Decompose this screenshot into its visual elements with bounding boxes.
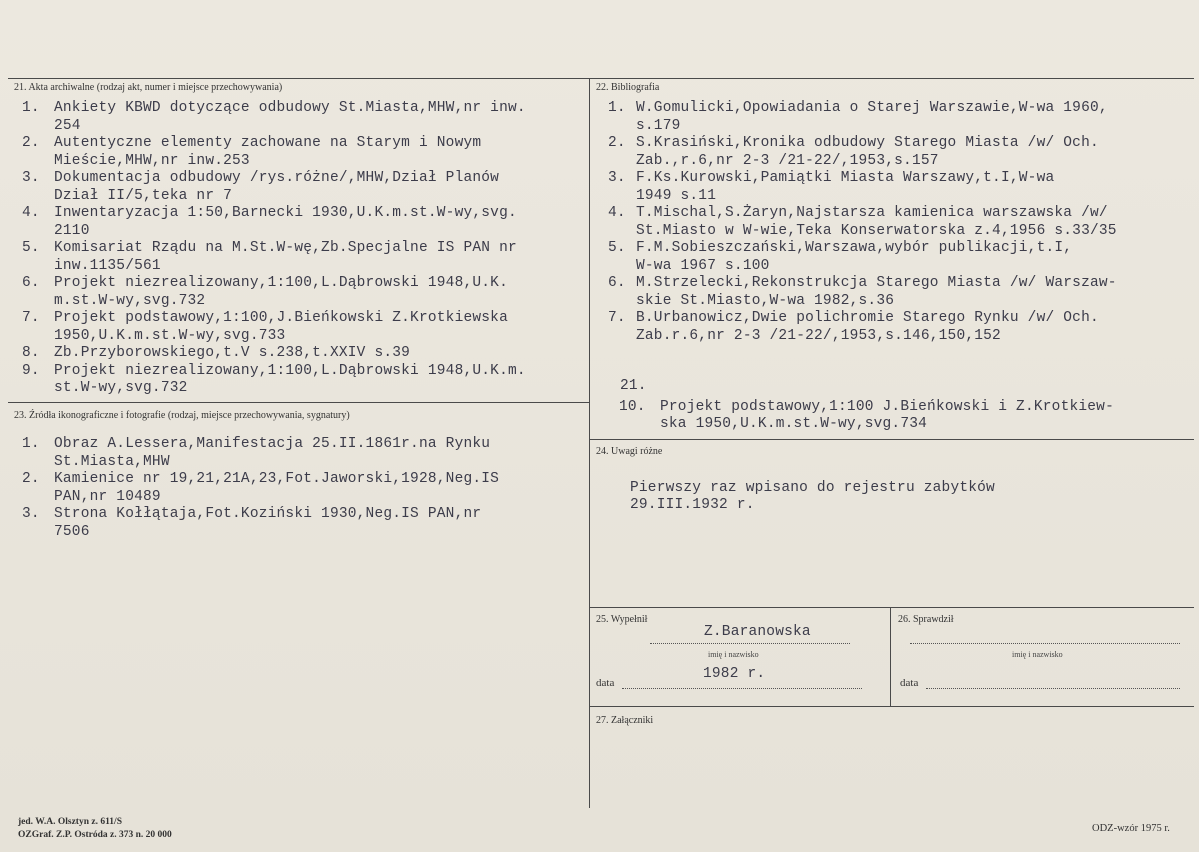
section-22-entry-4-number: 4.: [608, 205, 626, 221]
section-27-header: 27. Załączniki: [596, 715, 654, 726]
section-21-entry-2-line-2: Mieście,MHW,nr inw.253: [54, 152, 250, 169]
section-22-entry-2-line-1: S.Krasiński,Kronika odbudowy Starego Miasta /w/ Och.: [636, 135, 1099, 151]
section-23-entry-3-number: 3.: [22, 506, 40, 522]
section-24-header: 24. Uwagi różne: [596, 446, 663, 457]
checked-by-date-line: [926, 688, 1180, 689]
section-22-entry-7-number: 7.: [608, 310, 626, 326]
section-22-entry-6-line-1: M.Strzelecki,Rekonstrukcja Starego Miasta /w/ Warszaw-: [636, 275, 1117, 291]
section-21-entry-8-number: 8.: [22, 345, 40, 361]
filled-by-date-line: [622, 688, 862, 689]
section-21-entry-3-line-2: Dział II/5,teka nr 7: [54, 187, 233, 204]
section-22-continuation-line-1: Projekt podstawowy,1:100 J.Bieńkowski i Z.Krotkiew-: [660, 399, 1114, 415]
section-21-entry-9-line-2: st.W-wy,svg.732: [54, 380, 188, 396]
filled-by-name-line: [650, 643, 850, 644]
section-23-entry-1-line-2: St.Miasta,MHW: [54, 453, 170, 470]
section-21-header: 21. Akta archiwalne (rodzaj akt, numer i miejsce przechowywania): [14, 82, 283, 93]
section-22-entry-7-line-1: B.Urbanowicz,Dwie polichromie Starego Rynku /w/ Och.: [636, 310, 1099, 326]
section-22-entry-1-line-2: s.179: [636, 117, 681, 134]
section-23-entry-3-line-2: 7506: [54, 523, 90, 540]
section-21-entry-9-number: 9.: [22, 362, 40, 379]
filled-by-date: 1982 r.: [703, 666, 766, 682]
section-23-header: 23. Źródła ikonograficzne i fotografie (rodzaj, miejsce przechowywania, sygnatury): [14, 410, 350, 421]
section-21-entry-7-number: 7.: [22, 310, 40, 326]
section-21-entry-7-line-2: 1950,U.K.m.st.W-wy,svg.733: [54, 327, 286, 344]
section-23-entry-3-line-1: Strona Kołłątaja,Fot.Koziński 1930,Neg.IS PAN,nr: [54, 506, 482, 522]
section-22-entry-1-number: 1.: [608, 100, 626, 116]
section-22-entry-7-line-2: Zab.r.6,nr 2-3 /21-22/,1953,s.146,150,152: [636, 327, 1001, 344]
section-21-entry-4-line-1: Inwentaryzacja 1:50,Barnecki 1930,U.K.m.st.W-wy,svg.: [54, 205, 517, 221]
checked-by-name-line: [910, 643, 1180, 644]
section-23-entry-1-line-1: Obraz A.Lessera,Manifestacja 25.II.1861r.na Rynku: [54, 436, 491, 452]
footer-form-number: ODZ-wzór 1975 r.: [1092, 823, 1170, 834]
section-21-entry-6-line-2: m.st.W-wy,svg.732: [54, 292, 206, 309]
filled-by-date-label: data: [596, 677, 615, 689]
section-22-entry-5-line-2: W-wa 1967 s.100: [636, 257, 770, 274]
section-21-entry-8-line-1: Zb.Przyborowskiego,t.V s.238,t.XXIV s.39: [54, 345, 411, 361]
section-21-entry-1-line-1: Ankiety KBWD dotyczące odbudowy St.Miasta,MHW,nr inw.: [54, 100, 526, 116]
checked-by-name-caption: imię i nazwisko: [1012, 650, 1063, 659]
section-21-entry-5-line-2: inw.1135/561: [54, 257, 161, 274]
right-section27-divider: [589, 706, 1194, 707]
section-21-entry-3-line-1: Dokumentacja odbudowy /rys.różne/,MHW,Dział Planów: [54, 170, 500, 186]
section-23-entries: [0, 0, 589, 600]
section-26-header: 26. Sprawdził: [898, 614, 954, 625]
filled-by-name: Z.Baranowska: [704, 624, 811, 640]
section-21-entry-5-number: 5.: [22, 240, 40, 256]
section-22-entry-3-line-1: F.Ks.Kurowski,Pamiątki Miasta Warszawy,t.I,W-wa: [636, 170, 1055, 186]
section-21-entry-2-number: 2.: [22, 135, 40, 151]
section-22-entry-5-number: 5.: [608, 240, 626, 256]
section-22-entry-2-number: 2.: [608, 135, 626, 151]
section-21-entry-4-number: 4.: [22, 205, 40, 221]
section-23-entry-2-line-1: Kamienice nr 19,21,21A,23,Fot.Jaworski,1928,Neg.IS: [54, 471, 500, 487]
section-21-entry-7-line-1: Projekt podstawowy,1:100,J.Bieńkowski Z.Krotkiewska: [54, 310, 508, 326]
section-22-continuation-number: 10.: [619, 399, 646, 415]
section-21-entry-5-line-1: Komisariat Rządu na M.St.W-wę,Zb.Specjalne IS PAN nr: [54, 240, 517, 256]
section-21-entry-4-line-2: 2110: [54, 222, 90, 239]
section-22-entry-2-line-2: Zab.,r.6,nr 2-3 /21-22/,1953,s.157: [636, 152, 939, 169]
signature-divider: [890, 607, 891, 706]
section-21-entry-6-number: 6.: [22, 275, 40, 291]
section-21-entry-3-number: 3.: [22, 170, 40, 186]
section-22-entry-4-line-2: St.Miasto w W-wie,Teka Konserwatorska z.4,1956 s.33/35: [636, 222, 1117, 239]
section-22-continuation-line-2: ska 1950,U.K.m.st.W-wy,svg.734: [660, 416, 928, 432]
section-23-entry-2-number: 2.: [22, 471, 40, 487]
section-25-header: 25. Wypełnił: [596, 614, 648, 625]
section-24-remark-line-1: Pierwszy raz wpisano do rejestru zabytków: [630, 480, 995, 496]
section-23-entry-2-line-2: PAN,nr 10489: [54, 488, 161, 505]
section-22-entry-4-line-1: T.Mischal,S.Żaryn,Najstarsza kamienica warszawska /w/: [636, 205, 1108, 221]
section-21-entry-6-line-1: Projekt niezrealizowany,1:100,L.Dąbrowski 1948,U.K.: [54, 275, 508, 291]
section-21-entry-2-line-1: Autentyczne elementy zachowane na Starym i Nowym: [54, 135, 482, 151]
section-22-entry-1-line-1: W.Gomulicki,Opowiadania o Starej Warszawie,W-wa 1960,: [636, 100, 1108, 116]
section-23-entry-1-number: 1.: [22, 436, 40, 452]
section-21-entry-1-number: 1.: [22, 100, 40, 116]
section-22-entry-3-number: 3.: [608, 170, 626, 186]
section-22-entry-5-line-1: F.M.Sobieszczański,Warszawa,wybór publikacji,t.I,: [636, 240, 1073, 256]
filled-by-name-caption: imię i nazwisko: [708, 650, 759, 659]
checked-by-date-label: data: [900, 677, 919, 689]
section-22-entry-3-line-2: 1949 s.11: [636, 187, 717, 204]
footer-printer-line-2: OZGraf. Z.P. Ostróda z. 373 n. 20 000: [18, 830, 172, 840]
section-22-continuation-label: 21.: [620, 378, 647, 394]
section-22-header: 22. Bibliografia: [596, 82, 660, 93]
section-21-entry-1-line-2: 254: [54, 117, 81, 134]
section-21-entry-9-line-1: Projekt niezrealizowany,1:100,L.Dąbrowski 1948,U.K.m.: [54, 362, 526, 379]
right-section25-divider: [589, 607, 1194, 608]
section-24-remark-line-2: 29.III.1932 r.: [630, 497, 755, 513]
section-22-entry-6-number: 6.: [608, 275, 626, 291]
section-22-entry-6-line-2: skie St.Miasto,W-wa 1982,s.36: [636, 292, 895, 309]
footer-printer-line-1: jed. W.A. Olsztyn z. 611/S: [18, 817, 122, 827]
